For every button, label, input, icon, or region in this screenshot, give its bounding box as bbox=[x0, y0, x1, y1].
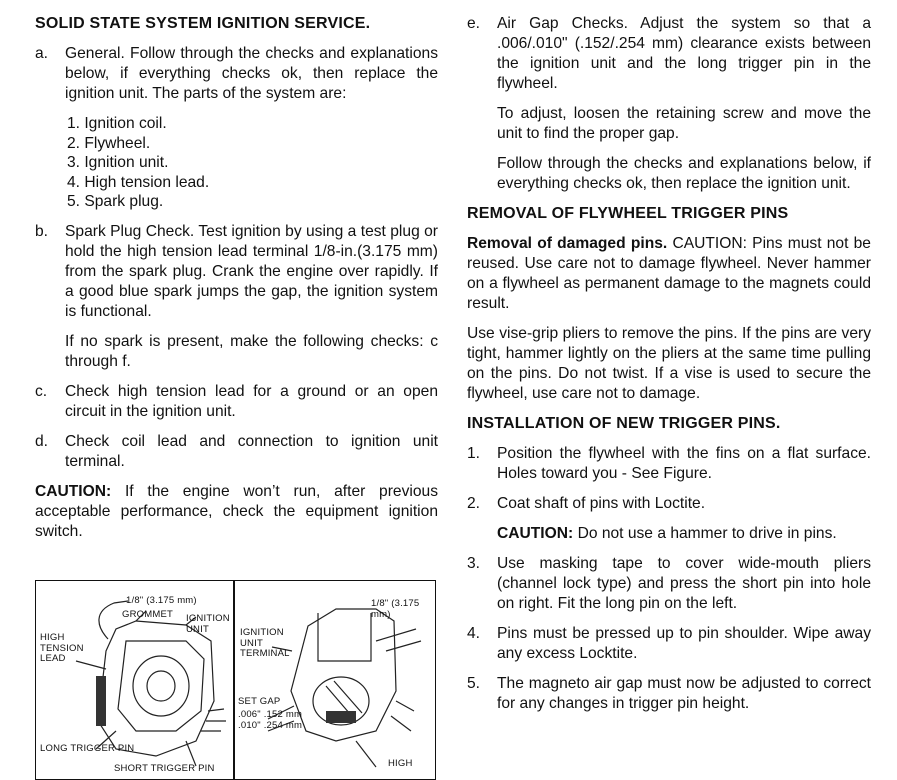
right-column bbox=[467, 14, 871, 724]
step-label: 1. bbox=[467, 445, 481, 462]
item-text: Air Gap Checks. Adjust the system so that a .006/.010" (.152/.254 mm) clearance exists between the ignition unit and the long trigger pin in the flywheel. bbox=[497, 15, 871, 92]
step-item bbox=[467, 494, 871, 514]
item-label: a. bbox=[35, 45, 49, 62]
step-text: Coat shaft of pins with Loctite. bbox=[497, 495, 706, 512]
item-label: e. bbox=[467, 15, 481, 32]
caution-label: CAUTION: bbox=[497, 525, 574, 542]
label-long-trigger-pin: LONG TRIGGER PIN bbox=[40, 743, 135, 754]
removal-paragraph bbox=[467, 234, 871, 314]
list-item-e bbox=[467, 14, 871, 94]
label-ignition-unit-terminal: IGNITION UNIT TERMINAL bbox=[240, 627, 290, 659]
list-item-a bbox=[35, 44, 438, 104]
parts-list-item: 2. Flywheel. bbox=[67, 134, 151, 152]
step-label: 5. bbox=[467, 675, 481, 692]
step2-caution bbox=[497, 524, 871, 544]
caution-paragraph bbox=[35, 482, 438, 542]
parts-list-item: 5. Spark plug. bbox=[67, 193, 164, 211]
item-text: General. Follow through the checks and explanations below, if everything checks ok, then replace the ignition unit. The parts of the system are: bbox=[65, 45, 438, 102]
item-label: c. bbox=[35, 382, 48, 400]
vise-paragraph: Use vise-grip pliers to remove the pins. If the pins are very tight, hammer lightly on the pliers at the same time pulling on the pins. Do not twist. If a vise is used to secure the flywheel, use care not to damage. bbox=[467, 325, 871, 402]
item-text: Check high tension lead for a ground or an open circuit in the ignition unit. bbox=[65, 382, 438, 420]
parts-list-item: 4. High tension lead. bbox=[67, 173, 210, 191]
list-item-d bbox=[35, 432, 438, 472]
section-heading-removal: REMOVAL OF FLYWHEEL TRIGGER PINS bbox=[467, 205, 789, 222]
step-text: Position the flywheel with the fins on a flat surface. Holes toward you - See Figure. bbox=[497, 445, 871, 482]
left-column bbox=[35, 14, 438, 552]
label-high: HIGH bbox=[388, 758, 413, 769]
parts-list-item: 1. Ignition coil. bbox=[67, 115, 167, 132]
item-e-note-adjust: To adjust, loosen the retaining screw and move the unit to find the proper gap. bbox=[497, 105, 871, 142]
caution-text: If the engine won’t run, after previous acceptable performance, check the equipment ignition switch. bbox=[35, 482, 438, 540]
item-label: b. bbox=[35, 222, 49, 240]
step-label: 2. bbox=[467, 495, 481, 512]
step-text: Use masking tape to cover wide-mouth pliers (channel lock type) and press the short pin into hole on right. Fit the long pin on the left. bbox=[497, 555, 871, 612]
label-gap-right: 1/8" (3.175 mm) bbox=[371, 598, 420, 620]
list-item-c bbox=[35, 382, 438, 422]
parts-list bbox=[67, 114, 438, 212]
item-label: d. bbox=[35, 432, 49, 450]
caution-label: CAUTION: bbox=[35, 482, 112, 500]
item-text: Check coil lead and connection to ignition unit terminal. bbox=[65, 432, 438, 470]
removal-bold: Removal of damaged pins. bbox=[467, 235, 668, 252]
removal-text: CAUTION: Pins must not be reused. Use care not to damage flywheel. Never hammer on a flywheel as permanent damage to the magnets could result. bbox=[467, 235, 871, 312]
step-item bbox=[467, 624, 871, 664]
step-item bbox=[467, 554, 871, 614]
label-gap-value-2: .010" .254 mm bbox=[238, 720, 303, 731]
label-gap-value-1: .006" .152 mm bbox=[238, 709, 303, 720]
figure-divider bbox=[233, 581, 235, 779]
label-grommet: GROMMET bbox=[122, 609, 174, 620]
list-item-b bbox=[35, 222, 438, 322]
step-item bbox=[467, 674, 871, 714]
label-set-gap: SET GAP bbox=[238, 696, 281, 707]
step-item bbox=[467, 444, 871, 484]
item-b-note: If no spark is present, make the following checks: c through f. bbox=[65, 332, 438, 370]
caution-text: Do not use a hammer to drive in pins. bbox=[573, 525, 837, 542]
step-label: 4. bbox=[467, 625, 481, 642]
section-heading-ignition-service: SOLID STATE SYSTEM IGNITION SERVICE. bbox=[35, 15, 371, 32]
step-text: Pins must be pressed up to pin shoulder. Wipe away any excess Locktite. bbox=[497, 625, 871, 662]
label-short-trigger-pin: SHORT TRIGGER PIN bbox=[114, 763, 215, 774]
label-high-tension-lead: HIGH TENSION LEAD bbox=[40, 632, 84, 664]
ignition-figure bbox=[35, 580, 436, 780]
section-heading-installation: INSTALLATION OF NEW TRIGGER PINS. bbox=[467, 415, 781, 432]
item-e-note-follow: Follow through the checks and explanations below, if everything checks ok, then replace the ignition unit. bbox=[497, 155, 871, 192]
item-text: Spark Plug Check. Test ignition by using a test plug or hold the high tension lead terminal 1/8-in.(3.175 mm) from the spark plug. Crank the engine over rapidly. If a good blue spark jumps the gap, the ignition system is functional. bbox=[65, 222, 438, 320]
label-gap-left: 1/8" (3.175 mm) bbox=[126, 595, 197, 606]
step-label: 3. bbox=[467, 555, 481, 572]
parts-list-item: 3. Ignition unit. bbox=[67, 154, 169, 172]
step-text: The magneto air gap must now be adjusted to correct for any changes in trigger pin height. bbox=[497, 675, 871, 712]
label-ignition-unit: IGNITION UNIT bbox=[186, 613, 230, 635]
